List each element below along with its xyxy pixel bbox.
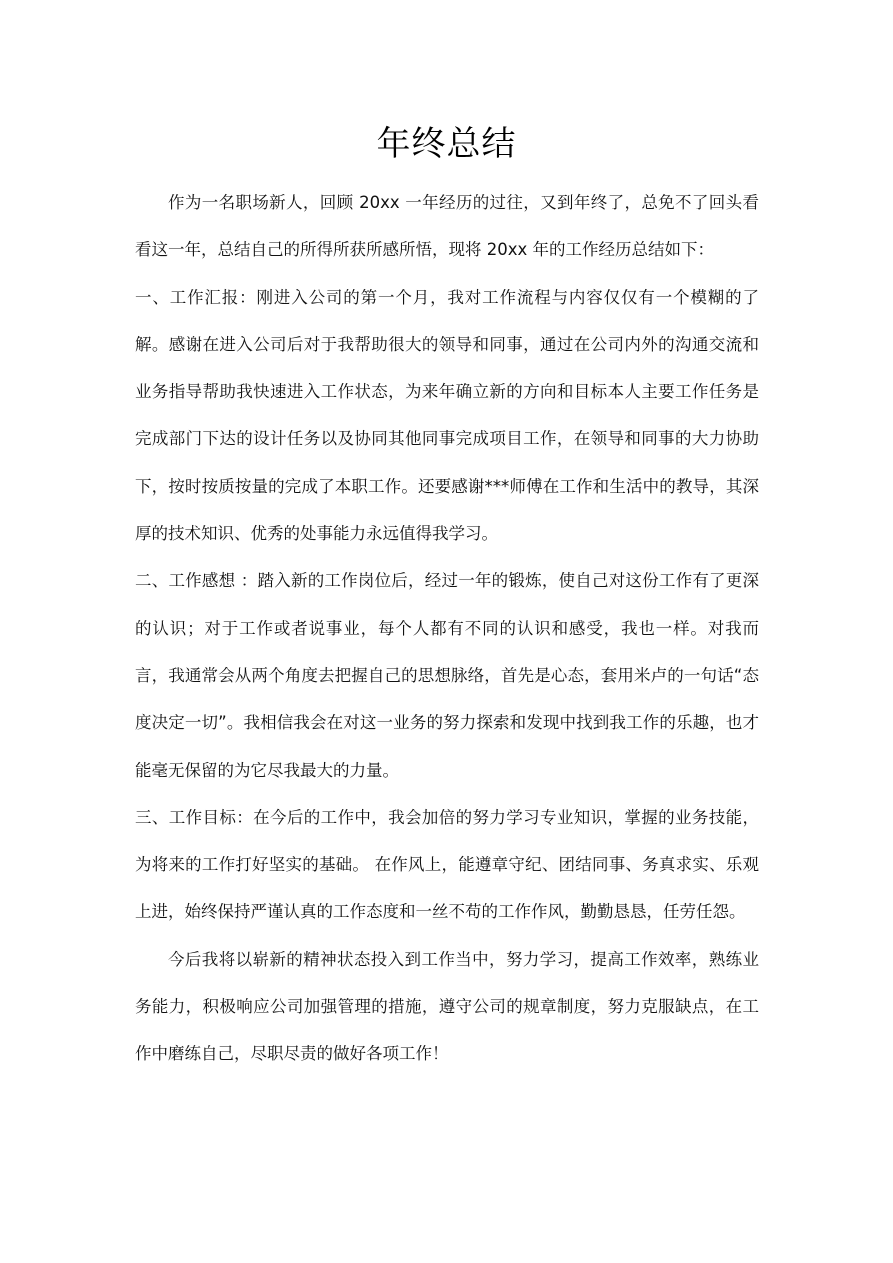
document-title: 年终总结 [376,124,517,164]
work-report-paragraph: 一、工作汇报：刚进入公司的第一个月，我对工作流程与内容仅仅有一个模糊的了解。感谢在进入公司后对于我帮助很大的领导和同事，通过在公司内外的沟通交流和业务指导帮助我快速进入工作状态，为来年确立新的方向和目标本人主要工作任务是完成部门下达的设计任务以及协同其他同事完成项目工作，在领导和同事的大力协助下，按时按质按量的完成了本职工作。还要感谢***师傅在工作和生活中的教导，其深厚的技术知识、优秀的处事能力永远值得我学习。 [135,287,759,544]
intro-paragraph: 作为一名职场新人，回顾 20xx 一年经历的过往，又到年终了，总免不了回头看看这一年，总结自己的所得所获所感所悟，现将 20xx 年的工作经历总结如下： [135,193,759,260]
document-body [135,179,759,1078]
work-reflection-paragraph: 二、工作感想 ：踏入新的工作岗位后，经过一年的锻炼，使自己对这份工作有了更深的认识；对于工作或者说事业，每个人都有不同的认识和感受，我也一样。对我而言，我通常会从两个角度去把握自己的思想脉络，首先是心态，套用米卢的一句话“态度决定一切”。我相信我会在对这一业务的努力探索和发现中找到我工作的乐趣，也才能毫无保留的为它尽我最大的力量。 [135,571,759,780]
work-goals-paragraph: 三、工作目标：在今后的工作中，我会加倍的努力学习专业知识，掌握的业务技能，为将来的工作打好坚实的基础。 在作风上，能遵章守纪、团结同事、务真求实、乐观上进，始终保持严谨认真的工作态度和一丝不苟的工作作风，勤勤恳恳，任劳任怨。 [135,807,759,922]
closing-paragraph: 今后我将以崭新的精神状态投入到工作当中，努力学习，提高工作效率，熟练业务能力，积极响应公司加强管理的措施，遵守公司的规章制度，努力克服缺点，在工作中磨练自己，尽职尽责的做好各项工作！ [135,949,759,1064]
